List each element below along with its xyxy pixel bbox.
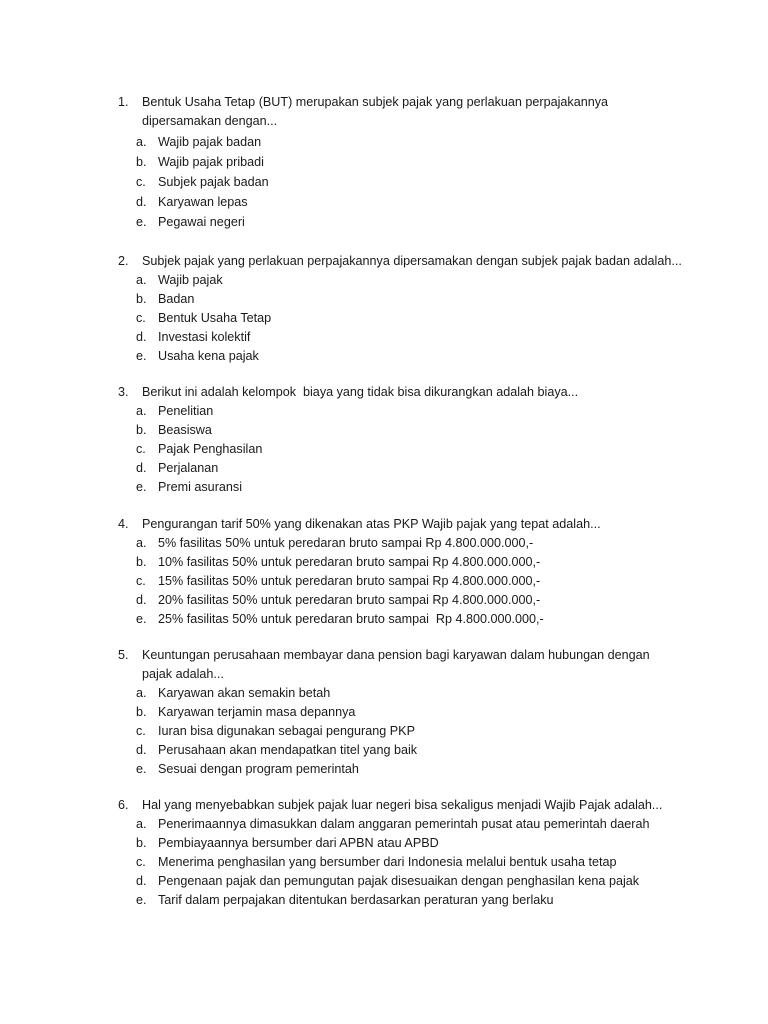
option-letter: d. [136,461,147,475]
option-text: 15% fasilitas 50% untuk peredaran bruto sampai Rp 4.800.000.000,- [158,574,541,588]
option-text: 20% fasilitas 50% untuk peredaran bruto sampai Rp 4.800.000.000,- [158,593,541,607]
option-c [0,572,768,591]
option-letter: b. [136,423,147,437]
option-text: Beasiswa [158,423,212,437]
options-list [0,534,768,629]
option-text: Wajib pajak badan [158,135,262,149]
option-letter: e. [136,762,147,776]
option-text: Investasi kolektif [158,330,251,344]
option-letter: c. [136,574,146,588]
option-text: Pegawai negeri [158,215,245,229]
question-5 [0,646,768,779]
option-text: Menerima penghasilan yang bersumber dari Indonesia melalui bentuk usaha tetap [158,855,617,869]
question-4 [0,515,768,629]
option-text: Subjek pajak badan [158,175,269,189]
question-text: Pengurangan tarif 50% yang dikenakan atas PKP Wajib pajak yang tepat adalah... [142,517,601,531]
option-c [0,722,768,741]
option-d [0,872,768,891]
options-list [0,271,768,366]
question-number: 4. [118,517,129,531]
option-letter: e. [136,215,147,229]
option-letter: a. [136,404,147,418]
question-6 [0,796,768,910]
option-letter: b. [136,555,147,569]
option-b [0,703,768,722]
option-letter: d. [136,743,147,757]
option-c [0,173,768,192]
options-list [0,133,768,232]
option-d [0,328,768,347]
option-a [0,534,768,553]
question-text: Keuntungan perusahaan membayar dana pension bagi karyawan dalam hubungan dengan pajak adalah... [142,648,650,681]
option-text: Karyawan akan semakin betah [158,686,331,700]
option-text: Premi asuransi [158,480,242,494]
option-letter: a. [136,536,147,550]
option-a [0,684,768,703]
option-text: Karyawan lepas [158,195,248,209]
option-d [0,193,768,212]
option-letter: b. [136,705,147,719]
question-number: 3. [118,385,129,399]
option-d [0,459,768,478]
question-number: 5. [118,648,129,662]
option-text: 25% fasilitas 50% untuk peredaran bruto sampai Rp 4.800.000.000,- [158,612,544,626]
option-a [0,133,768,152]
option-letter: a. [136,273,147,287]
option-letter: e. [136,893,147,907]
option-letter: c. [136,175,146,189]
question-3 [0,383,768,497]
question-header [0,515,702,534]
option-letter: e. [136,480,147,494]
option-c [0,853,768,872]
option-e [0,760,768,779]
option-letter: a. [136,817,147,831]
question-number: 1. [118,95,129,109]
option-text: Karyawan terjamin masa depannya [158,705,356,719]
option-text: Usaha kena pajak [158,349,259,363]
option-letter: c. [136,855,146,869]
option-b [0,290,768,309]
option-text: Iuran bisa digunakan sebagai pengurang PKP [158,724,415,738]
option-d [0,741,768,760]
option-e [0,478,768,497]
option-c [0,440,768,459]
option-letter: a. [136,135,147,149]
question-header [0,383,702,402]
option-text: Pajak Penghasilan [158,442,263,456]
option-text: Wajib pajak pribadi [158,155,264,169]
option-text: 5% fasilitas 50% untuk peredaran bruto sampai Rp 4.800.000.000,- [158,536,534,550]
option-text: 10% fasilitas 50% untuk peredaran bruto sampai Rp 4.800.000.000,- [158,555,541,569]
option-text: Wajib pajak [158,273,223,287]
option-text: Perusahaan akan mendapatkan titel yang baik [158,743,418,757]
option-letter: c. [136,724,146,738]
question-number: 2. [118,254,129,268]
option-text: Penelitian [158,404,214,418]
question-2 [0,252,768,366]
option-b [0,421,768,440]
option-e [0,213,768,232]
option-e [0,347,768,366]
option-text: Penerimaannya dimasukkan dalam anggaran pemerintah pusat atau pemerintah daerah [158,817,650,831]
option-a [0,402,768,421]
option-letter: b. [136,292,147,306]
option-letter: e. [136,349,147,363]
question-header [0,252,702,271]
question-text: Bentuk Usaha Tetap (BUT) merupakan subjek pajak yang perlakuan perpajakannya dipersamakan dengan... [142,95,609,128]
question-text: Hal yang menyebabkan subjek pajak luar negeri bisa sekaligus menjadi Wajib Pajak adalah... [142,798,663,812]
question-text: Subjek pajak yang perlakuan perpajakannya dipersamakan dengan subjek pajak badan adalah... [142,254,682,268]
option-b [0,553,768,572]
option-text: Bentuk Usaha Tetap [158,311,272,325]
option-letter: d. [136,330,147,344]
option-b [0,834,768,853]
options-list [0,815,768,910]
options-list [0,402,768,497]
question-1 [0,93,768,232]
question-header [0,646,662,684]
option-text: Tarif dalam perpajakan ditentukan berdasarkan peraturan yang berlaku [158,893,554,907]
option-text: Pengenaan pajak dan pemungutan pajak disesuaikan dengan penghasilan kena pajak [158,874,640,888]
question-header [0,93,682,131]
question-number: 6. [118,798,129,812]
option-e [0,891,768,910]
option-a [0,815,768,834]
option-letter: c. [136,311,146,325]
question-header [0,796,702,815]
option-a [0,271,768,290]
option-b [0,153,768,172]
option-c [0,309,768,328]
option-text: Perjalanan [158,461,219,475]
option-letter: b. [136,155,147,169]
option-e [0,610,768,629]
question-text: Berikut ini adalah kelompok biaya yang tidak bisa dikurangkan adalah biaya... [142,385,579,399]
option-letter: a. [136,686,147,700]
option-letter: d. [136,593,147,607]
option-d [0,591,768,610]
option-text: Sesuai dengan program pemerintah [158,762,359,776]
option-letter: d. [136,874,147,888]
options-list [0,684,768,779]
option-letter: e. [136,612,147,626]
option-letter: d. [136,195,147,209]
option-letter: c. [136,442,146,456]
option-text: Pembiayaannya bersumber dari APBN atau APBD [158,836,439,850]
option-text: Badan [158,292,195,306]
option-letter: b. [136,836,147,850]
